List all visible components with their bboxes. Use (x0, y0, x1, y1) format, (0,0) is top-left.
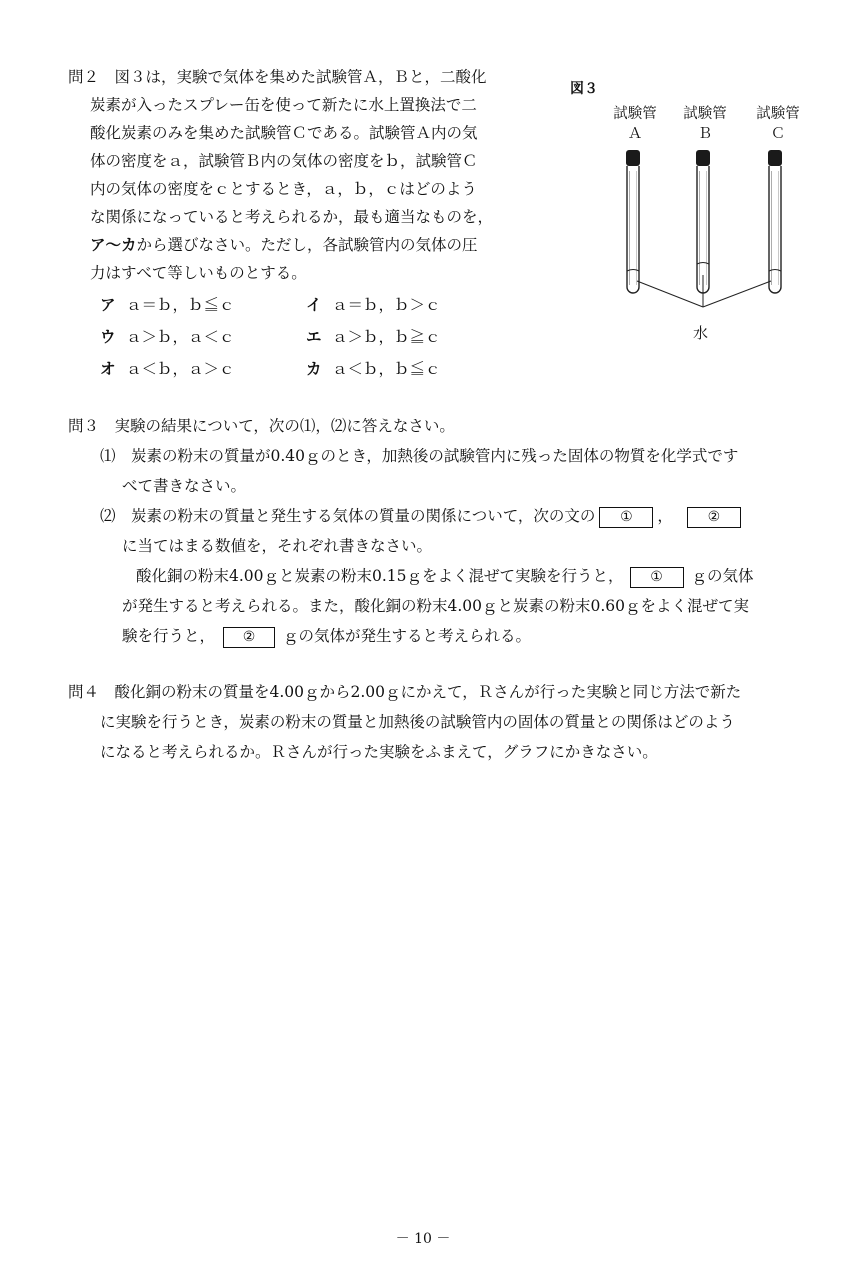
q2-line-7-text: から選びなさい。ただし，各試験管内の気体の圧 (136, 236, 478, 254)
q3-p2-line-2: に当てはまる数値を，それぞれ書きなさい。 (122, 537, 433, 555)
q3-p2-line-4: が発生すると考えられる。また，酸化銅の粉末4.00ｇと炭素の粉末0.60ｇをよく混ぜて実 (122, 597, 750, 615)
q3-p1-line-1: ⑴ 炭素の粉末の質量が0.40ｇのとき，加熱後の試験管内に残った固体の物質を化学式です (100, 447, 739, 465)
q3-p2-line-1 (100, 503, 745, 529)
q3-p1-line-2: べて書きなさい。 (122, 477, 247, 495)
test-tube-c (768, 150, 782, 293)
choice-text: ａ＝ｂ，ｂ＞ｃ (332, 296, 441, 314)
choice-text: ａ＜ｂ，ａ＞ｃ (126, 360, 235, 378)
q4-line-3: になると考えられるか。Ｒさんが行った実験をふまえて，グラフにかきなさい。 (100, 743, 658, 761)
tube-letter: Ｂ (697, 126, 713, 142)
tube-label-b (675, 104, 735, 144)
tube-word: 試験管 (683, 106, 727, 122)
choice-key: イ (306, 296, 322, 314)
tube-word: 試験管 (613, 106, 657, 122)
choice-o (100, 356, 235, 382)
tube-letter: Ｃ (770, 126, 786, 142)
choice-text: ａ＞ｂ，ｂ≧ｃ (332, 328, 441, 346)
q2-line-2: 炭素が入ったスプレー缶を使って新たに水上置換法で二 (90, 96, 477, 114)
q2-line-8: 力はすべて等しいものとする。 (90, 264, 307, 282)
water-label: 水 (693, 324, 709, 342)
q2-line-5: 内の気体の密度をｃとするとき，ａ，ｂ，ｃはどのよう (90, 180, 477, 198)
q2-line-3: 酸化炭素のみを集めた試験管Ｃである。試験管Ａ内の気 (90, 124, 478, 142)
water-leader-lines (637, 275, 771, 307)
q3-p2-line-3-text: 酸化銅の粉末4.00ｇと炭素の粉末0.15ｇをよく混ぜて実験を行うと， (136, 567, 624, 585)
choice-i (306, 292, 441, 318)
test-tube-b (696, 150, 710, 293)
choice-key: ア (100, 296, 116, 314)
tube-label-c (748, 104, 808, 144)
q3-p2-line-3 (136, 563, 754, 589)
q2-line-4: 体の密度をａ，試験管Ｂ内の気体の密度をｂ，試験管Ｃ (90, 152, 478, 170)
choice-e (306, 324, 441, 350)
choice-text: ａ＝ｂ，ｂ≦ｃ (126, 296, 235, 314)
choice-key: エ (306, 328, 322, 346)
q4-line-2: に実験を行うとき，炭素の粉末の質量と加熱後の試験管内の固体の質量との関係はどのよう (100, 713, 735, 731)
tube-letter: Ａ (627, 126, 643, 142)
q3-p2-line-1-text: ⑵ 炭素の粉末の質量と発生する気体の質量の関係について，次の文の (100, 507, 596, 525)
choice-text: ａ＞ｂ，ａ＜ｃ (126, 328, 235, 346)
q3-p2-line-5-text: 験を行うと， (122, 627, 216, 645)
choice-u (100, 324, 235, 350)
answer-box-1: ① (599, 507, 653, 528)
q4-line-1: 問４ 酸化銅の粉末の質量を4.00ｇから2.00ｇにかえて，Ｒさんが行った実験と同じ方法で新た (68, 683, 742, 701)
choice-ka (306, 356, 441, 382)
q3-p2-line-5 (122, 623, 531, 649)
q2-line-6: な関係になっていると考えられるか，最も適当なものを， (90, 208, 494, 226)
answer-box-1: ① (630, 567, 684, 588)
answer-box-2: ② (687, 507, 741, 528)
choice-key: ウ (100, 328, 116, 346)
page-number: － 10 － (395, 1231, 451, 1247)
choice-text: ａ＜ｂ，ｂ≦ｃ (332, 360, 441, 378)
choice-key: オ (100, 360, 116, 378)
separator: ， (657, 507, 673, 525)
q3-intro: 問３ 実験の結果について，次の⑴，⑵に答えなさい。 (68, 417, 455, 435)
choice-key: カ (306, 360, 322, 378)
q2-choice-range: ア～カ (90, 236, 137, 254)
q3-p2-line-3-unit: ｇの気体 (691, 567, 754, 585)
q3-p2-line-5-rest: ｇの気体が発生すると考えられる。 (283, 627, 532, 645)
tube-word: 試験管 (756, 106, 800, 122)
q2-line-1: 問２ 図３は，実験で気体を集めた試験管Ａ，Ｂと，二酸化 (68, 68, 487, 86)
answer-box-2: ② (223, 627, 275, 648)
tube-label-a (605, 104, 665, 144)
choice-a (100, 292, 235, 318)
q2-line-7 (90, 232, 478, 258)
figure-label: 図３ (570, 81, 598, 97)
test-tube-a (626, 150, 640, 293)
test-tubes-illustration (600, 145, 820, 325)
